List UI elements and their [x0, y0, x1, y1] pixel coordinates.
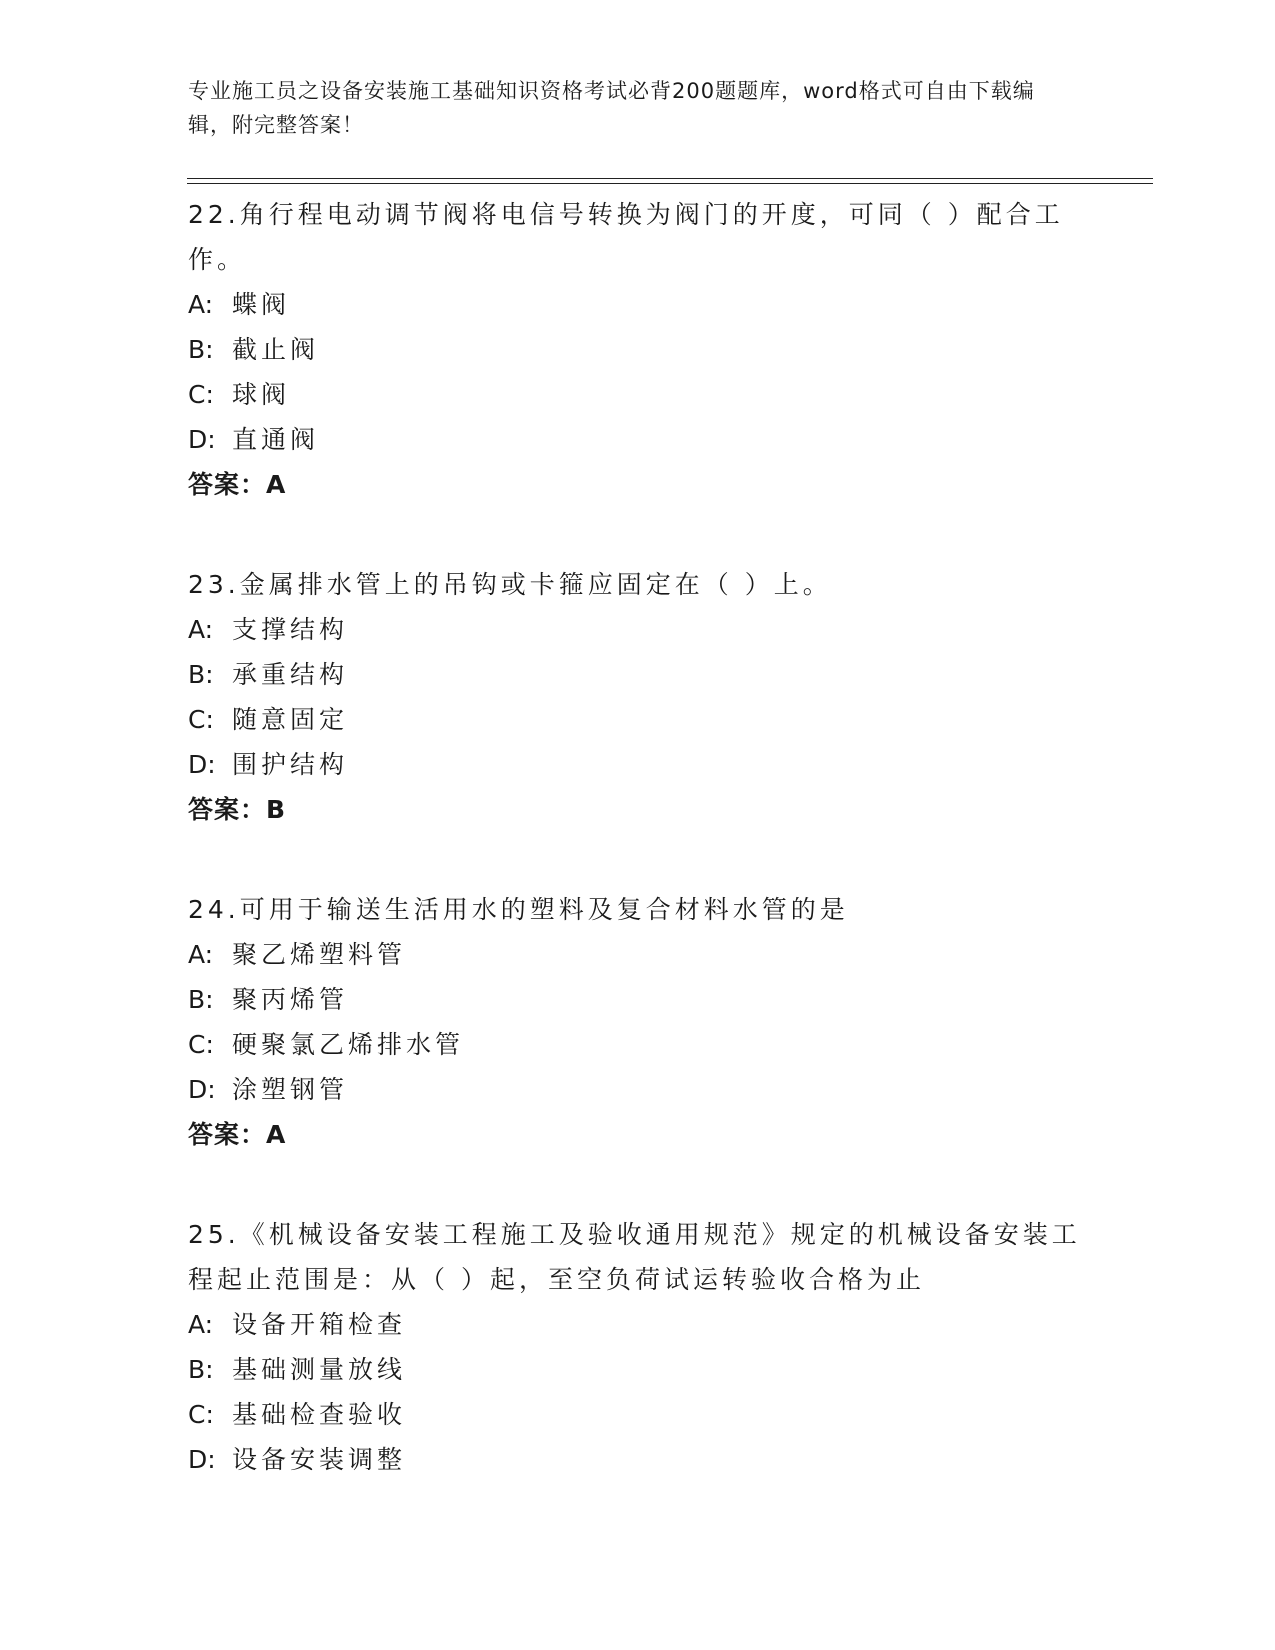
option-text: 直通阀	[232, 425, 320, 454]
option-letter: A:	[188, 940, 214, 969]
option-letter: C:	[188, 705, 214, 734]
question-text: 25.《机械设备安装工程施工及验收通用规范》规定的机械设备安装工程起止范围是：从（ ）起，至空负荷试运转验收合格为止	[188, 1220, 1081, 1294]
option-a	[188, 607, 1088, 652]
option-text: 球阀	[232, 380, 291, 409]
option-text: 基础测量放线	[232, 1355, 407, 1384]
answer-line: 答案：A	[188, 1120, 287, 1149]
option-letter: A:	[188, 290, 214, 319]
option-c	[188, 1022, 1088, 1067]
question-item	[188, 887, 1088, 1157]
option-text: 承重结构	[232, 660, 349, 689]
option-b	[188, 977, 1088, 1022]
option-text: 涂塑钢管	[232, 1075, 349, 1104]
option-c	[188, 697, 1088, 742]
option-d	[188, 1067, 1088, 1112]
option-letter: D:	[188, 1075, 216, 1104]
option-a	[188, 1302, 1088, 1347]
option-text: 聚丙烯管	[232, 985, 349, 1014]
option-c	[188, 1392, 1088, 1437]
option-text: 聚乙烯塑料管	[232, 940, 407, 969]
option-text: 蝶阀	[232, 290, 291, 319]
answer-line: 答案：B	[188, 795, 287, 824]
option-b	[188, 652, 1088, 697]
option-text: 基础检查验收	[232, 1400, 407, 1429]
option-letter: B:	[188, 1355, 214, 1384]
option-letter: B:	[188, 985, 214, 1014]
option-a	[188, 282, 1088, 327]
option-letter: C:	[188, 380, 214, 409]
option-letter: B:	[188, 660, 214, 689]
option-text: 硬聚氯乙烯排水管	[232, 1030, 465, 1059]
document-header: 专业施工员之设备安装施工基础知识资格考试必背200题题库，word格式可自由下载编辑，附完整答案！	[188, 79, 1035, 137]
option-d	[188, 742, 1088, 787]
option-d	[188, 417, 1088, 462]
option-text: 围护结构	[232, 750, 349, 779]
question-item	[188, 1212, 1088, 1482]
question-list	[188, 192, 1088, 1537]
option-letter: B:	[188, 335, 214, 364]
answer-line: 答案：A	[188, 470, 287, 499]
option-text: 截止阀	[232, 335, 320, 364]
question-item	[188, 562, 1088, 832]
option-c	[188, 372, 1088, 417]
option-letter: D:	[188, 750, 216, 779]
header-divider-top	[187, 178, 1153, 179]
option-text: 随意固定	[232, 705, 349, 734]
option-letter: D:	[188, 425, 216, 454]
option-b	[188, 327, 1088, 372]
question-item	[188, 192, 1088, 507]
option-text: 设备安装调整	[232, 1445, 407, 1474]
option-b	[188, 1347, 1088, 1392]
question-text: 24.可用于输送生活用水的塑料及复合材料水管的是	[188, 895, 849, 924]
question-text: 23.金属排水管上的吊钩或卡箍应固定在（ ）上。	[188, 570, 832, 599]
header-divider-bottom	[187, 183, 1153, 184]
option-letter: C:	[188, 1030, 214, 1059]
option-letter: A:	[188, 615, 214, 644]
option-text: 设备开箱检查	[232, 1310, 407, 1339]
question-text: 22.角行程电动调节阀将电信号转换为阀门的开度，可同（ ）配合工作。	[188, 200, 1064, 274]
option-d	[188, 1437, 1088, 1482]
option-letter: A:	[188, 1310, 214, 1339]
option-letter: D:	[188, 1445, 216, 1474]
option-text: 支撑结构	[232, 615, 349, 644]
option-letter: C:	[188, 1400, 214, 1429]
option-a	[188, 932, 1088, 977]
